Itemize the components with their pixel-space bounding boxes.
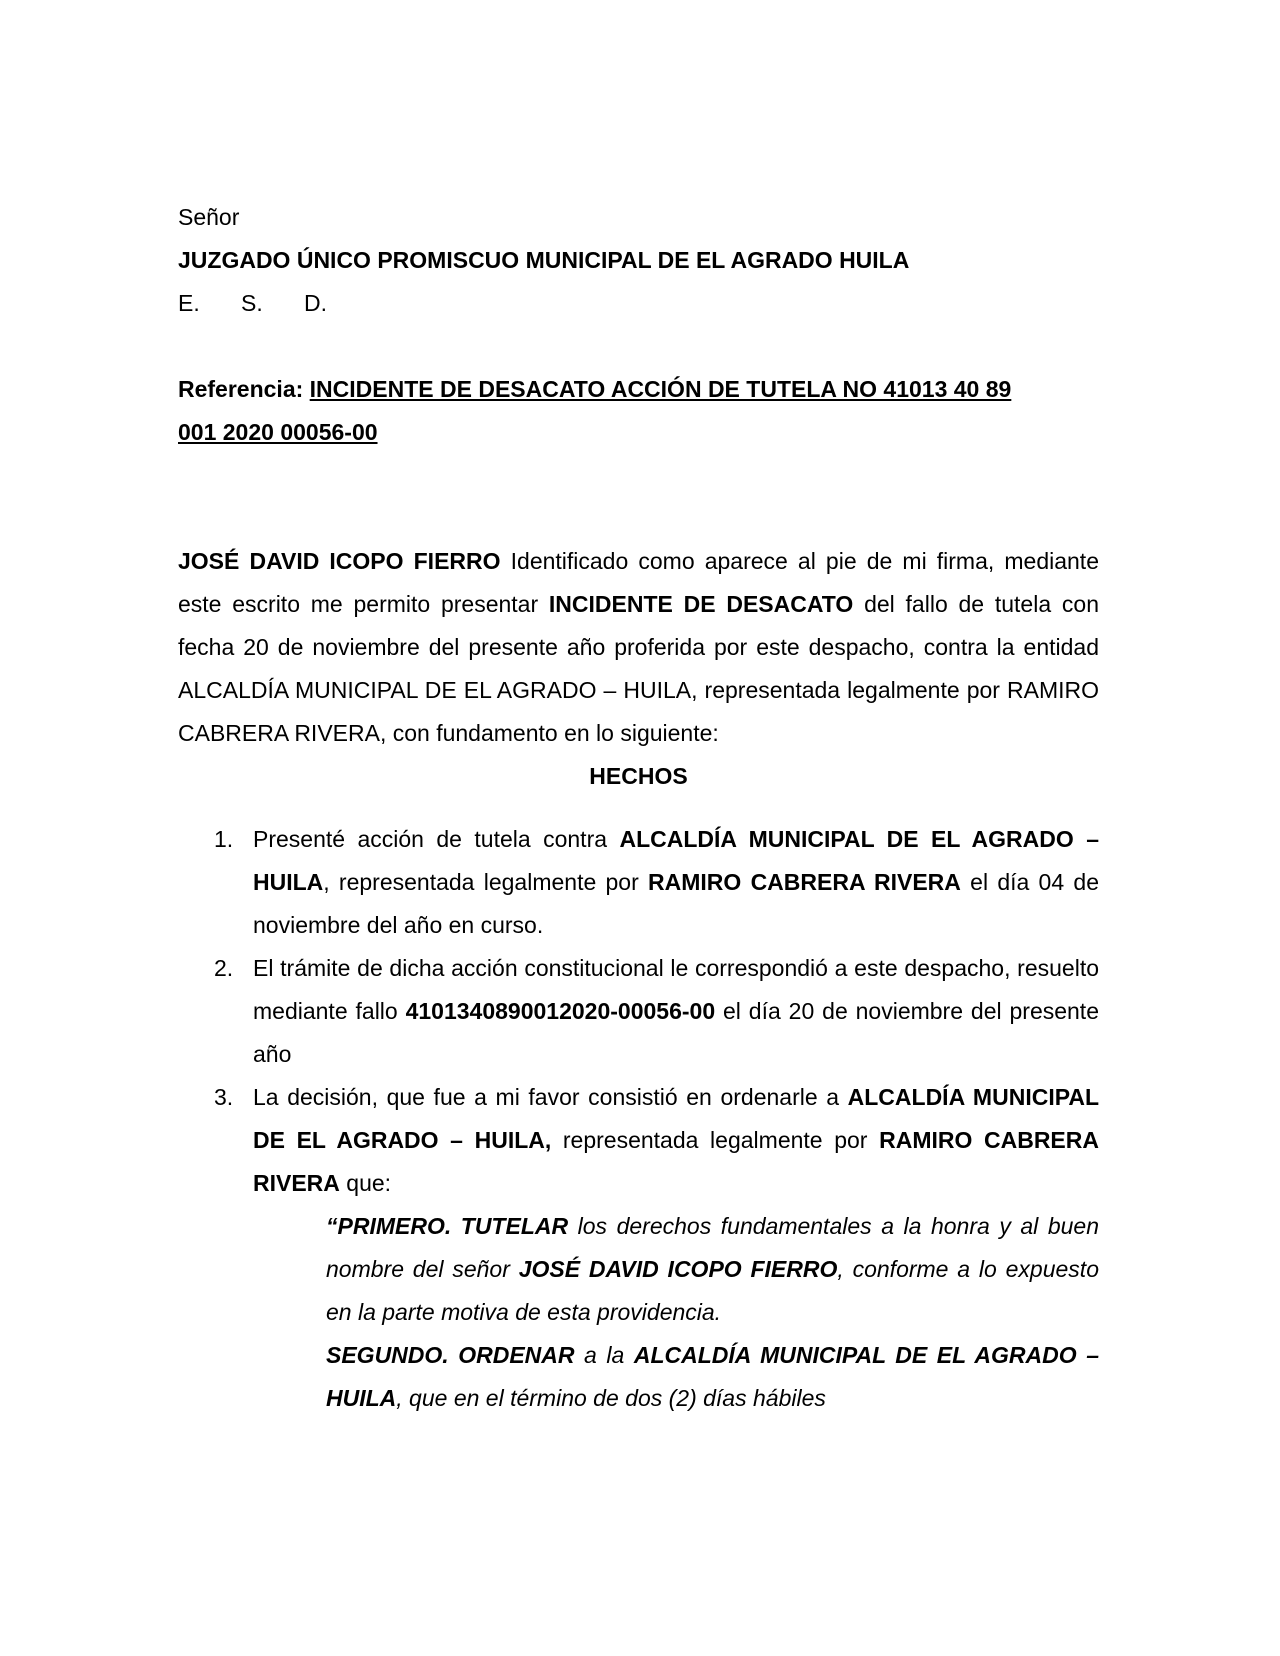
hecho-number: 1.	[214, 826, 234, 852]
quote-text: a la	[574, 1342, 634, 1368]
intro-bold-1: INCIDENTE DE DESACATO	[548, 591, 854, 617]
document-page	[178, 196, 1099, 1420]
hecho-text: La decisión, que fue a mi favor consistió en ordenarle a	[253, 1084, 848, 1110]
hecho-bold: 4101340890012020-00056-00	[405, 998, 716, 1024]
hecho-bold: RAMIRO CABRERA RIVERA	[648, 869, 961, 895]
quote-bold: SEGUNDO. ORDENAR	[326, 1342, 575, 1368]
hecho-text: que:	[339, 1170, 392, 1196]
hecho-item-2	[178, 947, 1099, 1076]
hecho-text: el día 20 de noviembre del presente año	[253, 998, 1099, 1067]
quote-bold: ALCALDÍA MUNICIPAL DE EL AGRADO – HUILA	[326, 1342, 1099, 1411]
hecho-text: , representada legalmente por	[323, 869, 649, 895]
hecho-number: 3.	[214, 1084, 234, 1110]
esd-d: D.	[304, 290, 327, 316]
quote-primero	[178, 1205, 1099, 1334]
reference-text-1: INCIDENTE DE DESACATO ACCIÓN DE TUTELA NO 41013 40 89	[309, 376, 1012, 402]
quote-text: , que en el término de dos (2) días hábiles	[396, 1385, 826, 1411]
hecho-bold: ALCALDÍA MUNICIPAL DE EL AGRADO – HUILA	[253, 826, 1099, 895]
hechos-list	[178, 818, 1099, 1205]
esd-s: S.	[241, 290, 263, 316]
intro-paragraph	[178, 540, 1099, 755]
hecho-bold: RAMIRO CABRERA RIVERA	[253, 1127, 1099, 1196]
esd-e: E.	[178, 290, 200, 316]
intro-text-2: del fallo de tutela con fecha 20 de noviembre del presente año proferida por este despacho, contra la entidad ALCALDÍA MUNICIPAL DE EL AGRADO – HUILA, representada legalmente por RAMIRO CABRERA RIVERA, con fundamento en lo siguiente:	[178, 591, 1099, 746]
court-name: JUZGADO ÚNICO PROMISCUO MUNICIPAL DE EL AGRADO HUILA	[178, 247, 910, 273]
hecho-bold: ALCALDÍA MUNICIPAL DE EL AGRADO – HUILA,	[253, 1084, 1099, 1153]
salutation: Señor	[178, 204, 240, 230]
reference-block	[178, 368, 1099, 454]
intro-name: JOSÉ DAVID ICOPO FIERRO	[178, 548, 501, 574]
intro-text-1: Identificado como aparece al pie de mi firma, mediante este escrito me permito presentar	[178, 548, 1099, 617]
hecho-item-1	[178, 818, 1099, 947]
hecho-number: 2.	[214, 955, 234, 981]
quote-text: los derechos fundamentales a la honra y al buen nombre del señor	[326, 1213, 1099, 1282]
hecho-text: el día 04 de noviembre del año en curso.	[253, 869, 1099, 938]
quote-bold: “PRIMERO. TUTELAR	[326, 1213, 569, 1239]
hecho-text: representada legalmente por	[551, 1127, 880, 1153]
hecho-text: Presenté acción de tutela contra	[253, 826, 620, 852]
esd-line	[178, 282, 1099, 325]
quote-segundo	[178, 1334, 1099, 1420]
reference-label: Referencia:	[178, 376, 304, 402]
hechos-title: HECHOS	[589, 763, 688, 789]
quote-bold: JOSÉ DAVID ICOPO FIERRO	[518, 1256, 838, 1282]
hecho-text: El trámite de dicha acción constitucional le correspondió a este despacho, resuelto mediante fallo	[253, 955, 1099, 1024]
quote-text: , conforme a lo expuesto en la parte motiva de esta providencia.	[326, 1256, 1099, 1325]
hecho-item-3	[178, 1076, 1099, 1205]
reference-text-2: 001 2020 00056-00	[178, 419, 378, 445]
